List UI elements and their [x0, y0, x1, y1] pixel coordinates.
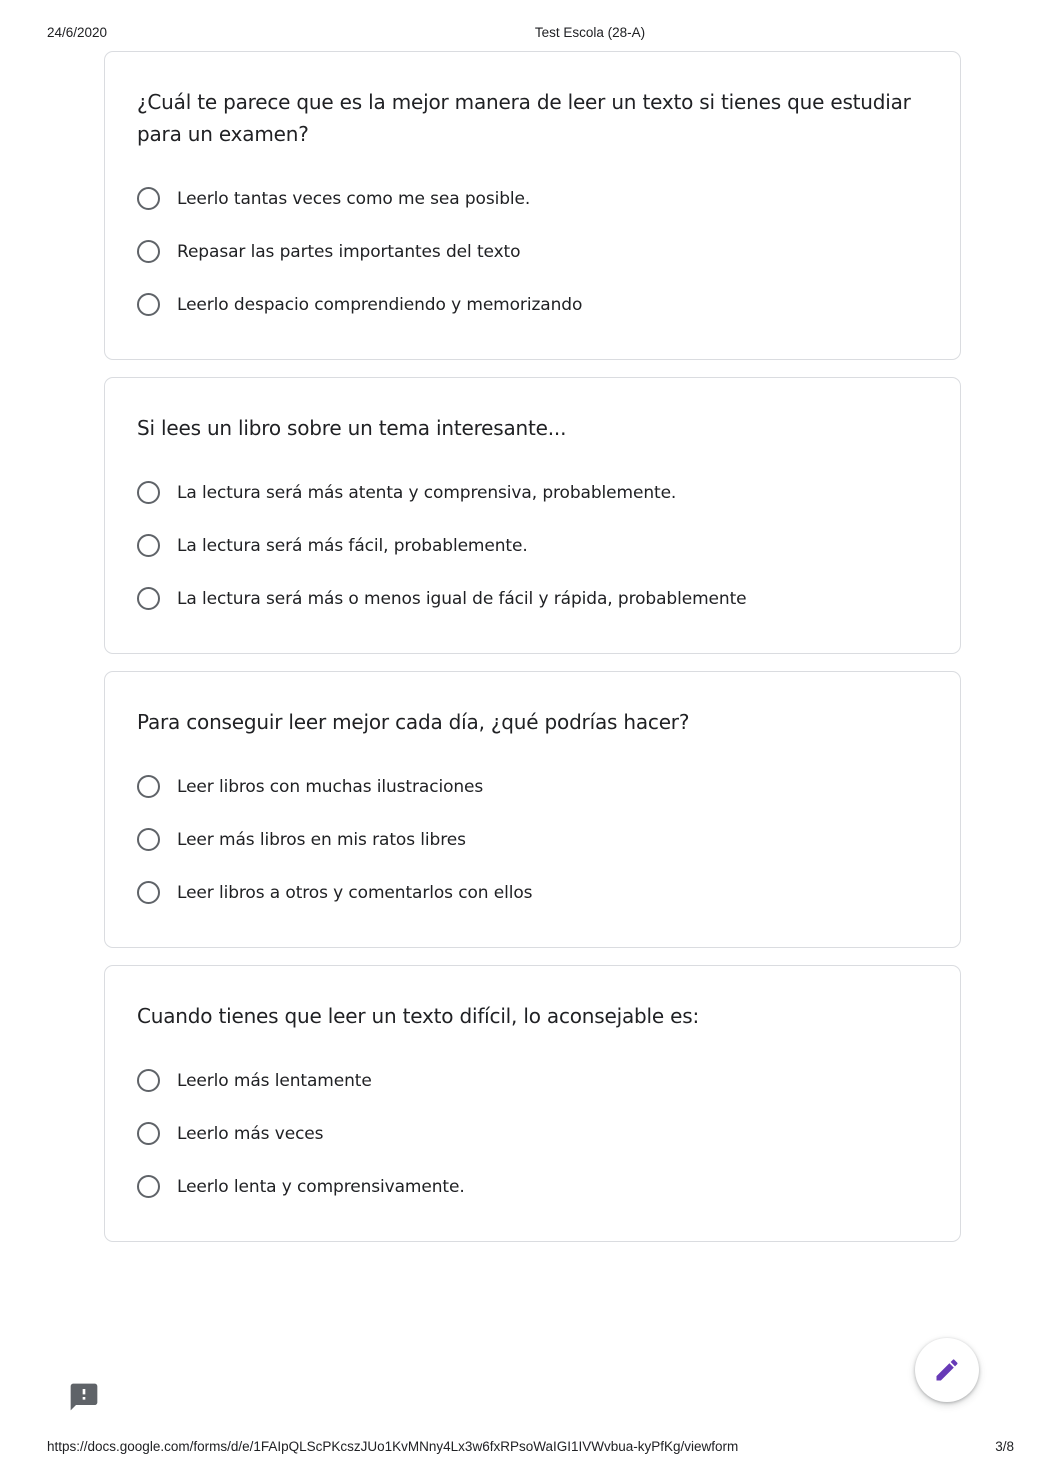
radio-button[interactable] [137, 240, 160, 263]
radio-option-label[interactable]: Leerlo despacio comprendiendo y memorizando [177, 294, 583, 315]
print-url: https://docs.google.com/forms/d/e/1FAIpQLScPKcszJUo1KvMNny4Lx3w6fxRPsoWaIGI1IVWvbua-kyPfKg/viewform [47, 1439, 739, 1454]
radio-option[interactable] [137, 466, 928, 519]
radio-button[interactable] [137, 1122, 160, 1145]
question-title: Si lees un libro sobre un tema interesante... [137, 416, 567, 440]
radio-option[interactable] [137, 866, 928, 919]
form-questions [104, 51, 961, 1259]
edit-button[interactable] [915, 1338, 979, 1402]
radio-button[interactable] [137, 1069, 160, 1092]
radio-option-label[interactable]: Leerlo lenta y comprensivamente. [177, 1176, 465, 1197]
edit-pencil-icon [933, 1356, 961, 1384]
question-title: Para conseguir leer mejor cada día, ¿qué podrías hacer? [137, 710, 690, 734]
radio-option-label[interactable]: Leerlo tantas veces como me sea posible. [177, 188, 531, 209]
print-title: Test Escola (28-A) [534, 25, 646, 40]
radio-option[interactable] [137, 278, 928, 331]
radio-option-label[interactable]: Leerlo más veces [177, 1123, 324, 1144]
radio-button[interactable] [137, 775, 160, 798]
radio-option-label[interactable]: La lectura será más fácil, probablemente. [177, 535, 528, 556]
radio-option[interactable] [137, 172, 928, 225]
question-card [104, 965, 961, 1242]
question-title: ¿Cuál te parece que es la mejor manera de leer un texto si tienes que estudiar para un examen? [137, 90, 911, 146]
radio-option[interactable] [137, 1107, 928, 1160]
radio-button[interactable] [137, 293, 160, 316]
radio-option[interactable] [137, 572, 928, 625]
print-header [0, 25, 1061, 45]
radio-option[interactable] [137, 813, 928, 866]
question-card [104, 671, 961, 948]
radio-button[interactable] [137, 534, 160, 557]
radio-button[interactable] [137, 187, 160, 210]
radio-option-label[interactable]: Leer libros con muchas ilustraciones [177, 776, 484, 797]
radio-button[interactable] [137, 828, 160, 851]
print-footer [0, 1439, 1061, 1459]
question-card [104, 377, 961, 654]
radio-button[interactable] [137, 881, 160, 904]
radio-option[interactable] [137, 225, 928, 278]
radio-button[interactable] [137, 481, 160, 504]
radio-group [137, 760, 928, 919]
print-date: 24/6/2020 [47, 25, 108, 40]
page-number: 3/8 [995, 1439, 1014, 1454]
radio-option-label[interactable]: La lectura será más atenta y comprensiva, probablemente. [177, 482, 677, 503]
question-title: Cuando tienes que leer un texto difícil, lo aconsejable es: [137, 1004, 699, 1028]
report-feedback-icon[interactable] [68, 1381, 100, 1413]
question-card [104, 51, 961, 360]
radio-button[interactable] [137, 1175, 160, 1198]
radio-group [137, 466, 928, 625]
radio-option[interactable] [137, 760, 928, 813]
radio-group [137, 172, 928, 331]
radio-option-label[interactable]: Repasar las partes importantes del texto [177, 241, 521, 262]
radio-button[interactable] [137, 587, 160, 610]
radio-group [137, 1054, 928, 1213]
radio-option-label[interactable]: Leerlo más lentamente [177, 1070, 372, 1091]
radio-option-label[interactable]: La lectura será más o menos igual de fácil y rápida, probablemente [177, 588, 747, 609]
radio-option-label[interactable]: Leer libros a otros y comentarlos con ellos [177, 882, 533, 903]
radio-option[interactable] [137, 1054, 928, 1107]
radio-option[interactable] [137, 1160, 928, 1213]
radio-option-label[interactable]: Leer más libros en mis ratos libres [177, 829, 466, 850]
radio-option[interactable] [137, 519, 928, 572]
